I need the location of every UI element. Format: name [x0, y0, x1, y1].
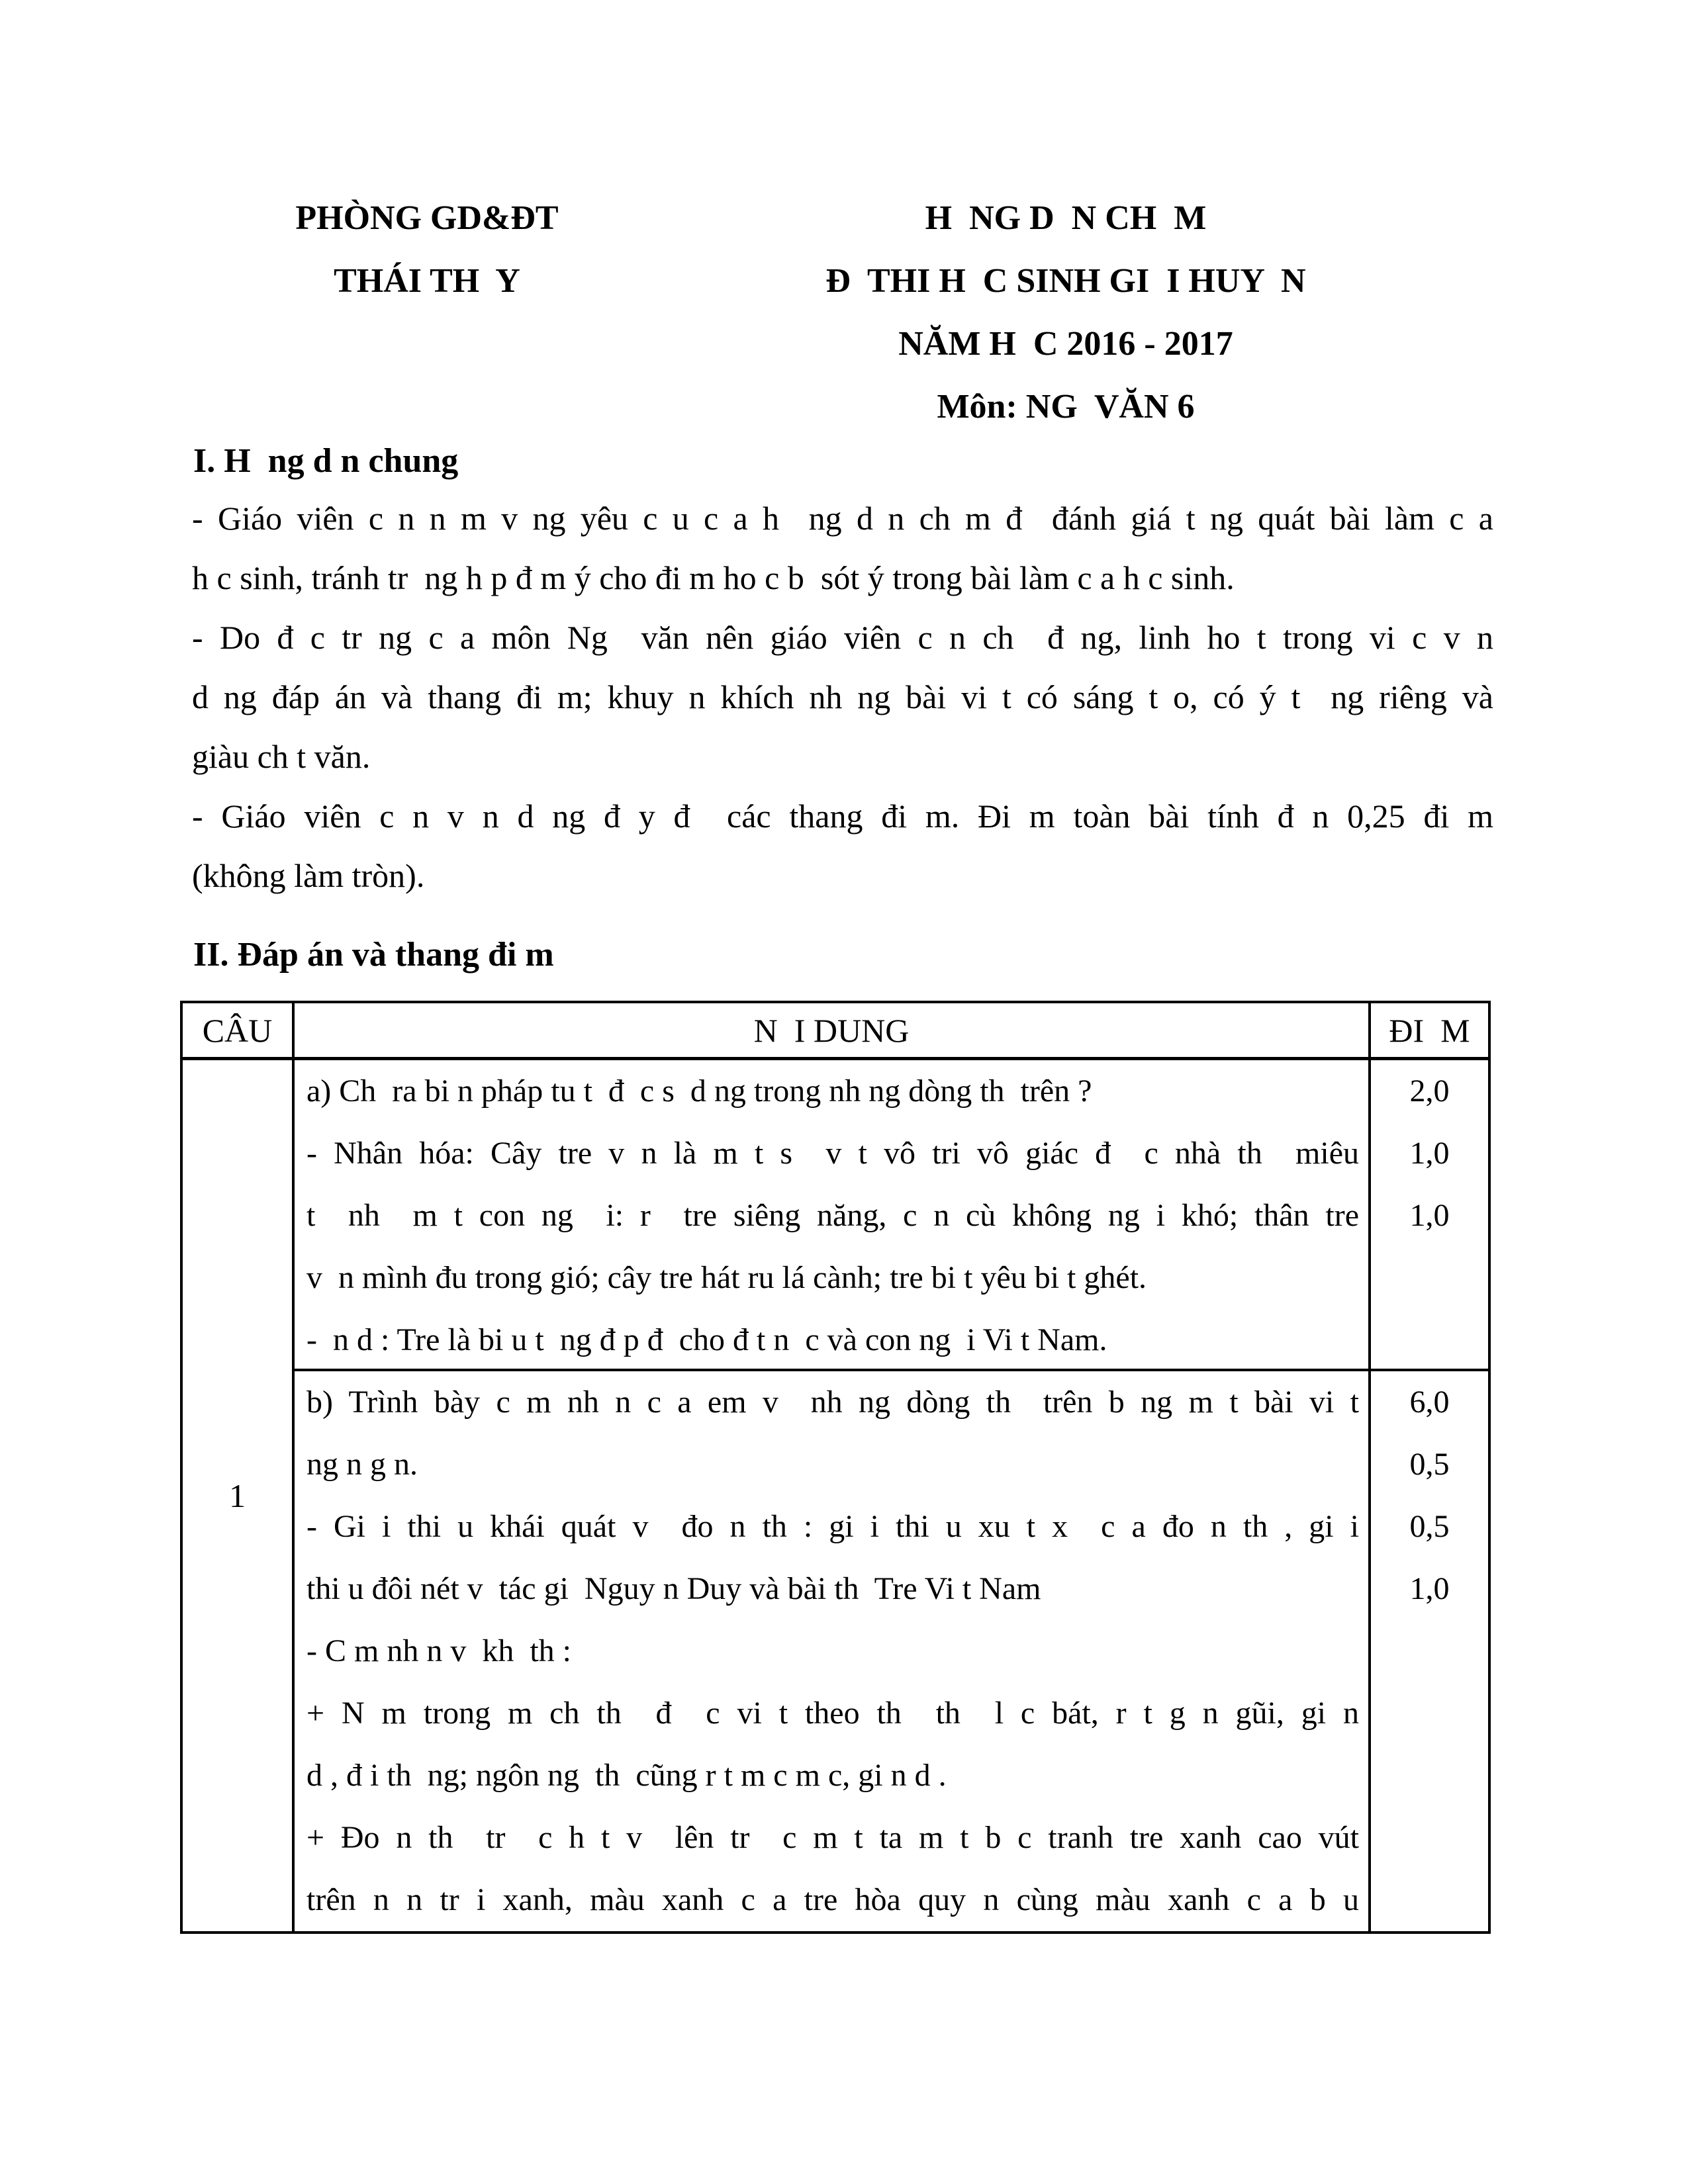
- answer-line: a) Ch ra bi n pháp tu t đ c s d ng trong nh ng dòng th trên ?: [306, 1073, 1092, 1109]
- answer-line: - Gi i thi u khái quát v đo n th : gi i thi u xu t x c a đo n th , gi i: [306, 1509, 1359, 1544]
- paragraph-line: - Giáo viên c n n m v ng yêu c u c a h ng d n ch m đ đánh giá t ng quát bài làm c a: [192, 500, 1493, 537]
- score-value: 0,5: [1409, 1509, 1450, 1544]
- score-value: 6,0: [1409, 1385, 1450, 1420]
- subject-line: Môn: NG VĂN 6: [937, 388, 1195, 426]
- section1-body: [192, 488, 1493, 905]
- answer-a-score-cell: [1371, 1060, 1488, 1371]
- paragraph-line: d ng đáp án và thang đi m; khuy n khích nh ng bài vi t có sáng t o, có ý t ng riêng và: [192, 678, 1493, 715]
- document-title-line: H NG D N CH M: [925, 199, 1207, 237]
- header-right-block: [639, 187, 1493, 438]
- score-value: 1,0: [1409, 1136, 1450, 1171]
- answer-line: - C m nh n v kh th :: [306, 1633, 572, 1668]
- score-value: 1,0: [1409, 1198, 1450, 1233]
- school-year-line: NĂM H C 2016 - 2017: [898, 325, 1233, 363]
- section1-heading: I. H ng d n chung: [193, 442, 459, 480]
- score-value: 2,0: [1409, 1073, 1450, 1109]
- score-value: 0,5: [1409, 1447, 1450, 1482]
- answer-line: thi u đôi nét v tác gi Nguy n Duy và bài th Tre Vi t Nam: [306, 1571, 1041, 1606]
- answer-a-content-cell: [295, 1060, 1371, 1371]
- answer-line: + Đo n th tr c h t v lên tr c m t ta m t b c tranh tre xanh cao vút: [306, 1820, 1359, 1855]
- exam-title-line: Đ THI H C SINH GI I HUY N: [825, 262, 1306, 300]
- answer-line: - n d : Tre là bi u t ng đ p đ cho đ t n c và con ng i Vi t Nam.: [306, 1322, 1107, 1357]
- section2-heading: II. Đáp án và thang đi m: [193, 936, 554, 974]
- column-header-content: N I DUNG: [295, 1003, 1371, 1057]
- paragraph-line: - Do đ c tr ng c a môn Ng văn nên giáo viên c n ch đ ng, linh ho t trong vi c v n: [192, 619, 1493, 656]
- table-header-row: [183, 1003, 1488, 1060]
- header-left-block: [195, 187, 659, 312]
- answer-line: + N m trong m ch th đ c vi t theo th th l c bát, r t g n gũi, gi n: [306, 1696, 1359, 1731]
- issuing-office-line: PHÒNG GD&ĐT: [295, 199, 559, 237]
- question-number-cell: 1: [183, 1060, 295, 1931]
- district-name-line: THÁI TH Y: [334, 262, 520, 300]
- answer-line: t nh m t con ng i: r tre siêng năng, c n cù không ng i khó; thân tre: [306, 1198, 1359, 1233]
- answer-line: d , đ i th ng; ngôn ng th cũng r t m c m c, gi n d .: [306, 1758, 947, 1793]
- paragraph-line: - Giáo viên c n v n d ng đ y đ các thang đi m. Đi m toàn bài tính đ n 0,25 đi m: [192, 797, 1493, 835]
- table-body: [183, 1060, 1488, 1931]
- column-header-score: ĐI M: [1389, 1011, 1470, 1049]
- column-header-question: CÂU: [183, 1003, 295, 1057]
- score-value: 1,0: [1409, 1571, 1450, 1606]
- answer-line: - Nhân hóa: Cây tre v n là m t s v t vô tri vô giác đ c nhà th miêu: [306, 1136, 1359, 1171]
- paragraph-line: h c sinh, tránh tr ng h p đ m ý cho đi m ho c b sót ý trong bài làm c a h c sinh.: [192, 559, 1235, 596]
- answer-b-content-cell: [295, 1371, 1371, 1931]
- answer-key-table: [180, 1001, 1491, 1934]
- paragraph-line: (không làm tròn).: [192, 857, 425, 894]
- answer-line: trên n n tr i xanh, màu xanh c a tre hòa quy n cùng màu xanh c a b u: [306, 1882, 1359, 1917]
- answer-line: v n mình đu trong gió; cây tre hát ru lá cành; tre bi t yêu bi t ghét.: [306, 1260, 1147, 1295]
- answer-line: b) Trình bày c m nh n c a em v nh ng dòng th trên b ng m t bài vi t: [306, 1385, 1359, 1420]
- answer-b-score-cell: [1371, 1371, 1488, 1931]
- paragraph-line: giàu ch t văn.: [192, 738, 371, 775]
- answer-line: ng n g n.: [306, 1447, 418, 1482]
